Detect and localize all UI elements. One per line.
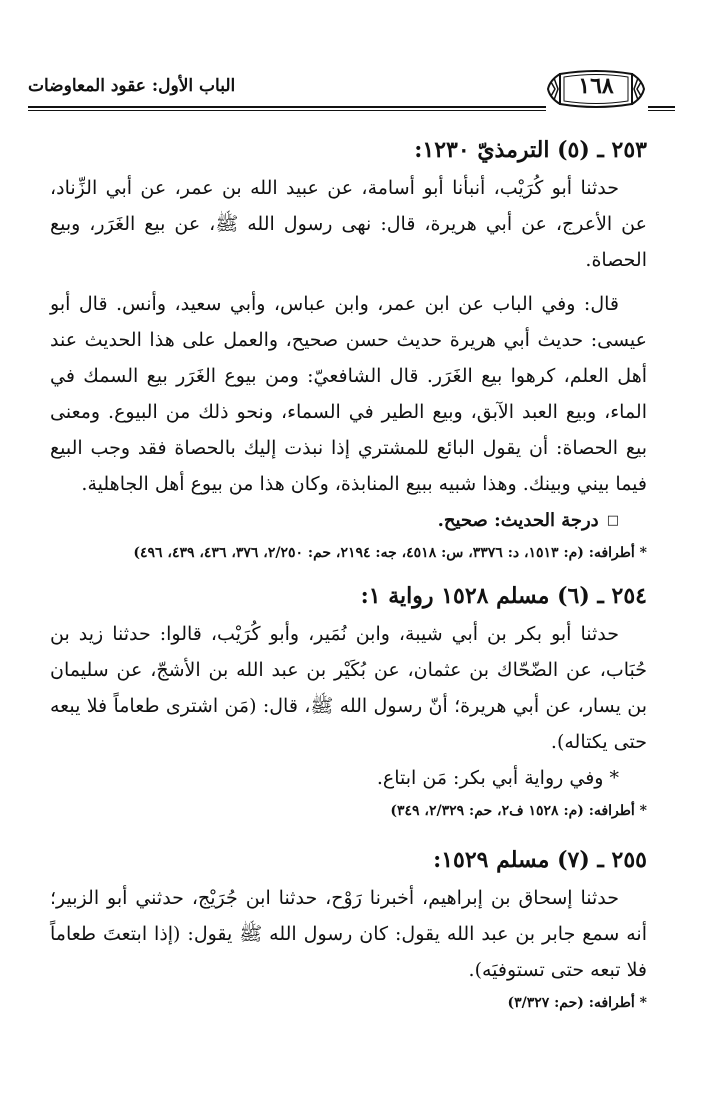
header-rule <box>28 106 546 108</box>
hadith-heading: ٢٥٥ ـ (٧) مسلم ١٥٢٩: <box>433 847 647 873</box>
hadith-text: حدثنا أبو بكر بن أبي شيبة، وابن نُمَير، وأبو كُرَيْب، قالوا: حدثنا زيد بن حُبَاب، عن الضّحّاك بن عثمان، عن بُكَيْر بن عبد الله بن الأشجّ، عن سليمان بن يسار، عن أبي هريرة؛ أنّ رسول الله ﷺ، قال: (مَن اشترى طعاماً فلا يبعه حتى يكتاله). <box>50 623 647 753</box>
hadith-text: حدثنا إسحاق بن إبراهيم، أخبرنا رَوْح، حدثنا ابن جُرَيْج، حدثني أبو الزبير؛ أنه سمع جابر بن عبد الله يقول: كان رسول الله ﷺ يقول: (إذا ابتعتَ طعاماً فلا تبعه حتى تستوفيَه). <box>50 887 647 981</box>
page-number: ١٦٨ <box>578 73 614 99</box>
hadith-references: * أطرافه: (حم: ٣/٣٢٧) <box>507 995 647 1011</box>
hadith-commentary: قال: وفي الباب عن ابن عمر، وابن عباس، وأبي سعيد، وأنس. قال أبو عيسى: حديث أبي هريرة حديث حسن صحيح، والعمل على هذا الحديث عند أهل العلم، كرهوا بيع الغَرَر. قال الشافعيّ: ومن بيوع الغَرَر بيع السمك في الماء، وبيع العبد الآبق، وبيع الطير في السماء، ونحو ذلك من البيوع. ومعنى بيع الحصاة: أن يقول البائع للمشتري إذا نبذت إليك بالحصاة فقد وجب البيع فيما بيني وبينك. وهذا شبيه ببيع المنابذة، وكان هذا من بيوع أهل الجاهلية. <box>50 293 647 495</box>
page-content <box>50 130 647 1016</box>
page-number-ornament <box>546 70 646 108</box>
hadith-entry <box>50 130 647 566</box>
header-rule <box>648 106 675 108</box>
chapter-title: الباب الأول: عقود المعاوضات <box>28 76 236 96</box>
square-bullet-icon: □ <box>606 513 619 528</box>
page-header <box>28 70 675 120</box>
hadith-heading: ٢٥٣ ـ (٥) الترمذيّ ١٢٣٠: <box>414 137 647 163</box>
header-rule <box>28 110 546 111</box>
hadith-grade <box>50 504 647 538</box>
hadith-heading: ٢٥٤ ـ (٦) مسلم ١٥٢٨ رواية ١: <box>360 583 647 609</box>
grade-text: درجة الحديث: صحيح. <box>437 510 599 531</box>
hadith-entry <box>50 576 647 824</box>
hadith-references: * أطرافه: (م: ١٥١٣، د: ٣٣٧٦، س: ٤٥١٨، جه: ٢١٩٤، حم: ٢/٢٥٠، ٣٧٦، ٤٣٦، ٤٣٩، ٤٩٦) <box>133 545 647 561</box>
hadith-references: * أطرافه: (م: ١٥٢٨ ف٢، حم: ٢/٣٢٩، ٣٤٩) <box>390 803 647 819</box>
hadith-text: حدثنا أبو كُرَيْب، أنبأنا أبو أسامة، عن عبيد الله بن عمر، عن أبي الزِّناد، عن الأعرج، عن أبي هريرة، قال: نهى رسول الله ﷺ، عن بيع الغَرَر، وبيع الحصاة. <box>50 177 647 271</box>
header-rule <box>648 110 675 111</box>
hadith-note: * وفي رواية أبي بكر: مَن ابتاع. <box>376 767 619 789</box>
hadith-entry <box>50 840 647 1016</box>
